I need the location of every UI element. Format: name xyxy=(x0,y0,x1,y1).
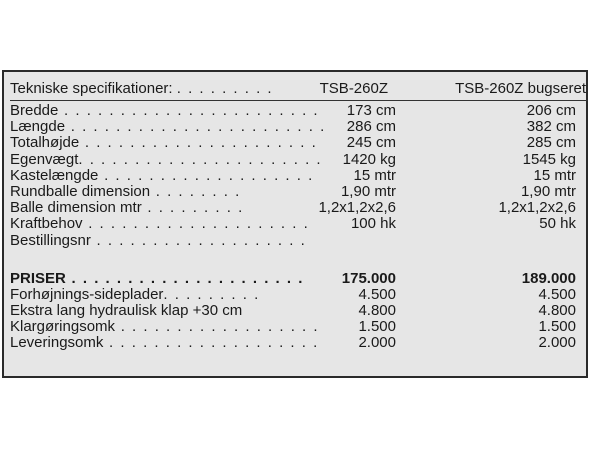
row-label: Ekstra lang hydraulisk klap +30 cm xyxy=(10,302,243,320)
section-spacer xyxy=(10,249,588,271)
row-label: Længde xyxy=(10,118,66,136)
table-row: Totalhøjde . . . . . . . . . . . . . . . . . . . . . 245 cm 285 cm xyxy=(10,134,576,152)
row-value-1: 173 cm xyxy=(346,102,396,119)
row-value-2: 15 mtr xyxy=(533,166,576,184)
row-value-1: 1420 kg xyxy=(342,150,396,168)
row-label: Bestillingsnr xyxy=(10,231,91,249)
row-label: Bredde xyxy=(10,102,59,119)
row-value-1: 4.800 xyxy=(358,302,396,320)
row-value-2: 4.800 xyxy=(538,302,576,320)
table-row: Egenvægt. . . . . . . . . . . . . . . . . . . . . . 1420 kg 1545 kg xyxy=(10,150,576,168)
table-row: Bestillingsnr . . . . . . . . . . . . . . . . . . . xyxy=(10,231,307,249)
table-row: Kraftbehov . . . . . . . . . . . . . . . . . . . . 100 hk 50 hk xyxy=(10,215,576,233)
table-row: Leveringsomk . . . . . . . . . . . . . . . . . . . 2.000 2.000 xyxy=(10,334,576,352)
prices-header-row: PRISER . . . . . . . . . . . . . . . . . . . . . 175.000 189.000 xyxy=(10,269,576,287)
header-col-1: TSB-260Z xyxy=(319,80,388,97)
row-value-2: 382 cm xyxy=(526,118,576,136)
row-value-1: 1.500 xyxy=(358,318,396,336)
row-value-1: 245 cm xyxy=(346,134,396,152)
row-value-1: 1,90 mtr xyxy=(340,182,396,200)
table-row: Bredde . . . . . . . . . . . . . . . . . . . . . . . 173 cm 206 cm xyxy=(10,102,576,119)
row-value-1: 100 hk xyxy=(350,215,396,233)
table-row xyxy=(10,303,588,319)
header-label: Tekniske specifikationer: . . . . . . . . . xyxy=(10,80,274,97)
price-value-1: 175.000 xyxy=(341,269,396,287)
row-value-1: 15 mtr xyxy=(353,166,396,184)
row-label: Totalhøjde xyxy=(10,134,80,152)
table-row: Forhøjnings-sideplader. . . . . . . . . 4.500 4.500 xyxy=(10,285,576,303)
row-label: Rundballe dimension xyxy=(10,182,151,200)
row-value-2: 50 hk xyxy=(539,215,576,233)
row-label: Forhøjnings-sideplader xyxy=(10,285,164,303)
row-label: Kraftbehov xyxy=(10,215,83,233)
row-value-1: 286 cm xyxy=(346,118,396,136)
row-value-1: 1,2x1,2x2,6 xyxy=(318,199,396,217)
row-value-1: 4.500 xyxy=(358,285,396,303)
row-value-1: 2.000 xyxy=(358,334,396,352)
row-value-2: 206 cm xyxy=(526,102,576,119)
table-row: Kastelængde . . . . . . . . . . . . . . . . . . . 15 mtr 15 mtr xyxy=(10,166,576,184)
table-row: Klargøringsomk . . . . . . . . . . . . . . . . . . 1.500 1.500 xyxy=(10,318,576,336)
table-row: Længde . . . . . . . . . . . . . . . . . . . . . . . 286 cm 382 cm xyxy=(10,118,576,136)
row-value-2: 1,2x1,2x2,6 xyxy=(498,199,576,217)
row-label: Klargøringsomk xyxy=(10,318,116,336)
row-value-2: 285 cm xyxy=(526,134,576,152)
row-label: Egenvægt xyxy=(10,150,79,168)
row-value-2: 1.500 xyxy=(538,318,576,336)
spec-table xyxy=(10,80,588,352)
row-value-2: 1545 kg xyxy=(522,150,576,168)
row-label: Leveringsomk xyxy=(10,334,104,352)
price-value-2: 189.000 xyxy=(521,269,576,287)
header-col-2: TSB-260Z bugseret xyxy=(455,80,586,97)
table-row: Balle dimension mtr . . . . . . . . . 1,2x1,2x2,6 1,2x1,2x2,6 xyxy=(10,199,576,217)
row-value-2: 4.500 xyxy=(538,285,576,303)
row-value-2: 1,90 mtr xyxy=(520,182,576,200)
row-label: Kastelængde xyxy=(10,166,99,184)
row-label: Balle dimension mtr xyxy=(10,199,142,217)
table-row: Rundballe dimension . . . . . . . . 1,90 mtr 1,90 mtr xyxy=(10,182,576,200)
row-value-2: 2.000 xyxy=(538,334,576,352)
prices-title: PRISER xyxy=(10,269,66,287)
table-header xyxy=(10,80,588,101)
